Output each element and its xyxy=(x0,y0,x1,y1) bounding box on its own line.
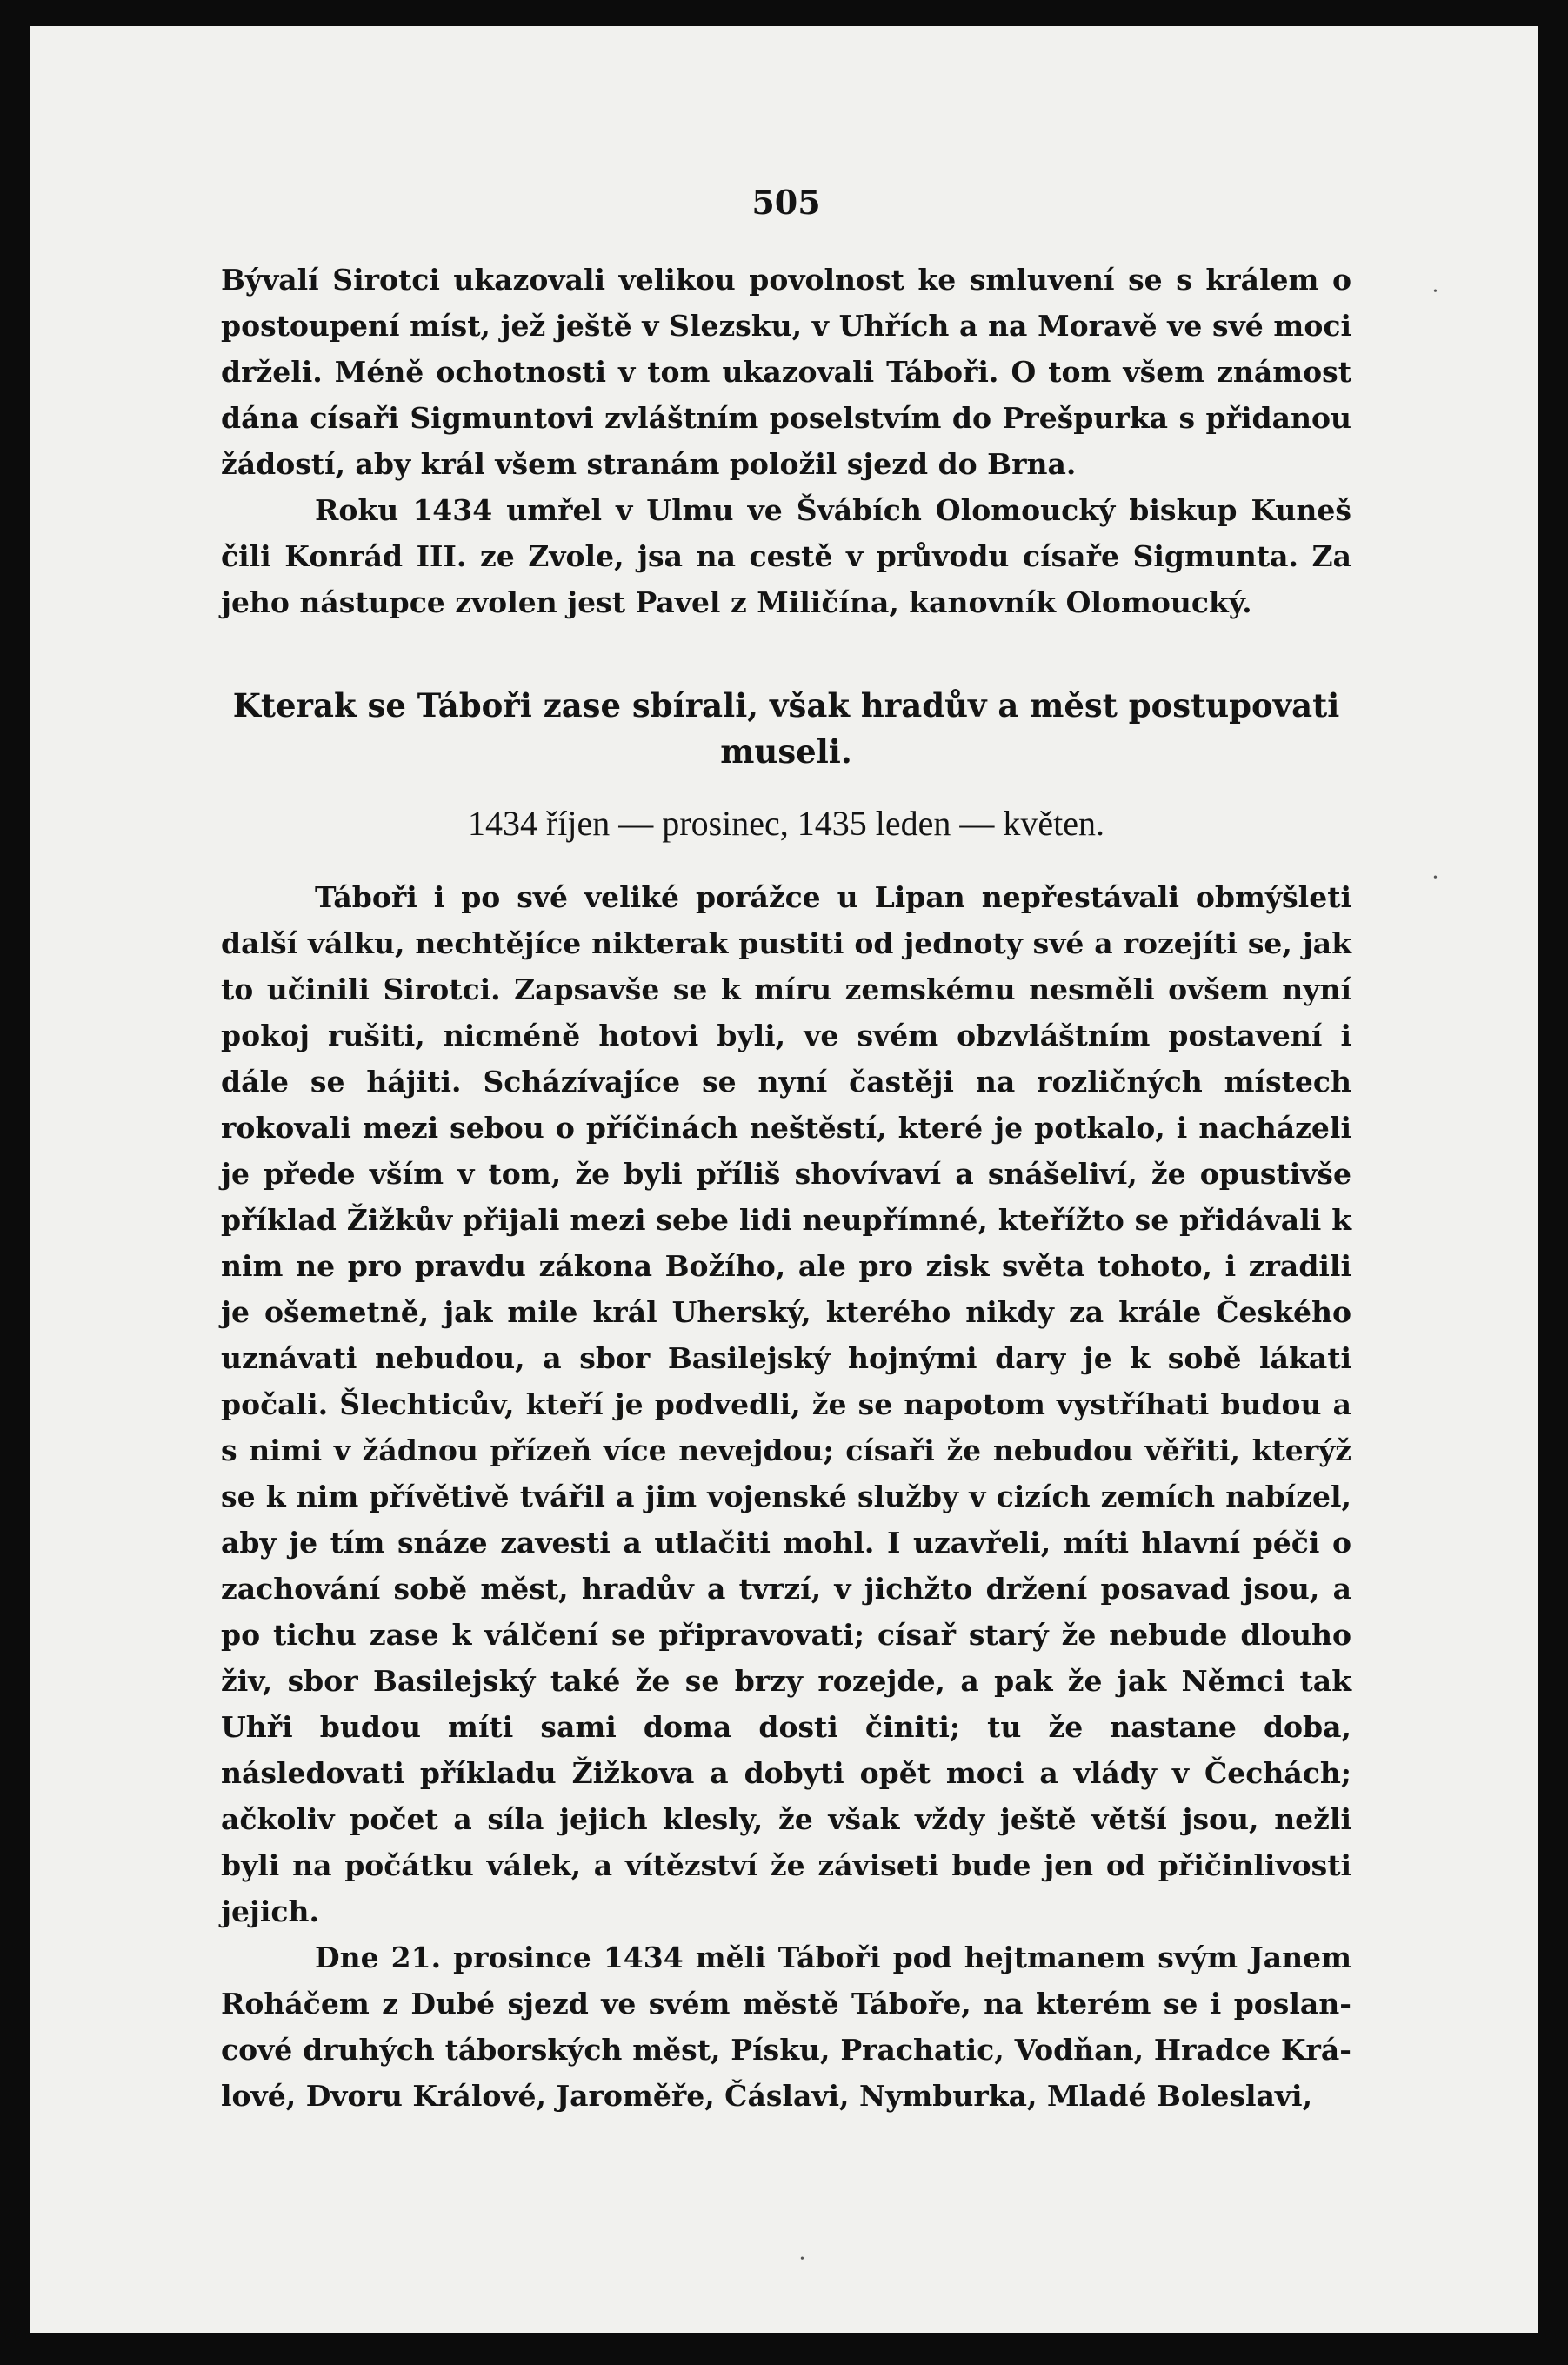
section-heading: Kterak se Táboři zase sbírali, však hradův a měst postupovati museli. xyxy=(232,686,1340,771)
book-page xyxy=(30,26,1538,2333)
paragraph-tabori: Táboři i po své veliké porážce u Lipan nepřestávali obmýšleti další válku, nechtějíce nikterak pustiti od jednoty své a rozejíti se, jak to učinili Sirotci. Zapsavše se k míru zemskému nesměli ovšem nyní pokoj rušiti, nicméně hotovi byli, ve svém obzvláštním postavení i dále se hájiti. Scházívajíce se nyní častěji na rozličných místech rokovali mezi sebou o příčinách neštěstí, které je potkalo, i nacházeli je přede vším v tom, že byli příliš shovívaví a snášeliví, že opustivše příklad Žižkův přijali mezi sebe lidi neupřímné, kteřížto se přidávali k nim ne pro pravdu zákona Božího, ale pro zisk světa tohoto, i zradili je ošemetně, jak mile král Uherský, kterého nikdy za krále Českého uznávati nebudou, a sbor Basilejský hojnými dary je k sobě lákati počali. Šlechticův, kteří je podvedli, že se napotom vystříhati budou a s nimi v žádnou přízeň více nevejdou; císaři že nebudou věřiti, kterýž se k nim přívětivě tvářil a jim vojenské služby v cizích zemích nabízel, aby je tím snáze zavesti a utlačiti mohl. I uzavřeli, míti hlavní péči o zachování sobě měst, hradův a tvrzí, v jichžto držení posavad jsou, a po tichu zase k válčení se připravovati; císař starý že nebude dlouho živ, sbor Basilejský také že se brzy rozejde, a pak že jak Němci tak Uhři budou míti sami doma dosti činiti; tu že nastane doba, následovati příkladu Žižkova a dobyti opět moci a vlády v Čechách; ačkoliv počet a síla jejich klesly, že však vždy ještě větší jsou, nežli byli na počátku válek, a vítězství že záviseti bude jen od přičinlivosti jejich. xyxy=(221,880,1351,1928)
paragraph-roku-1434: Roku 1434 umřel v Ulmu ve Švábích Olomoucký biskup Kuneš čili Konrád III. ze Zvole, jsa na cestě v průvodu císaře Sigmunta. Za jeho nástupce zvolen jest Pavel z Miličína, kanovník Olomoucký. xyxy=(221,493,1351,619)
page-content xyxy=(221,183,1351,2119)
paragraph-sirotci: Bývalí Sirotci ukazovali velikou povolnost ke smluvení se s králem o postoupení míst, jež ještě v Slezsku, v Uhřích a na Moravě ve své moci drželi. Méně ochotnosti v tom ukazovali Táboři. O tom všem známost dána císaři Sigmuntovi zvláštním poselstvím do Prešpurka s přidanou žádostí, aby král všem stranám položil sjezd do Brna. xyxy=(221,263,1351,481)
paragraph-dne-21-prosince: Dne 21. prosince 1434 měli Táboři pod hejtmanem svým Janem Roháčem z Dubé sjezd ve svém městě Táboře, na kterém se i poslancové druhých táborských měst, Písku, Prachatic, Vodňan, Hradce Králové, Dvoru Králové, Jaroměře, Čáslavi, Nymburka, Mladé Boleslavi, xyxy=(221,1941,1351,2113)
scan-speck: • xyxy=(800,2253,804,2266)
scan-speck: • xyxy=(1433,285,1438,298)
section-date-range: 1434 říjen — prosinec, 1435 leden — květen. xyxy=(467,804,1105,843)
scan-speck: • xyxy=(1433,872,1438,885)
page-number: 505 xyxy=(751,183,821,222)
